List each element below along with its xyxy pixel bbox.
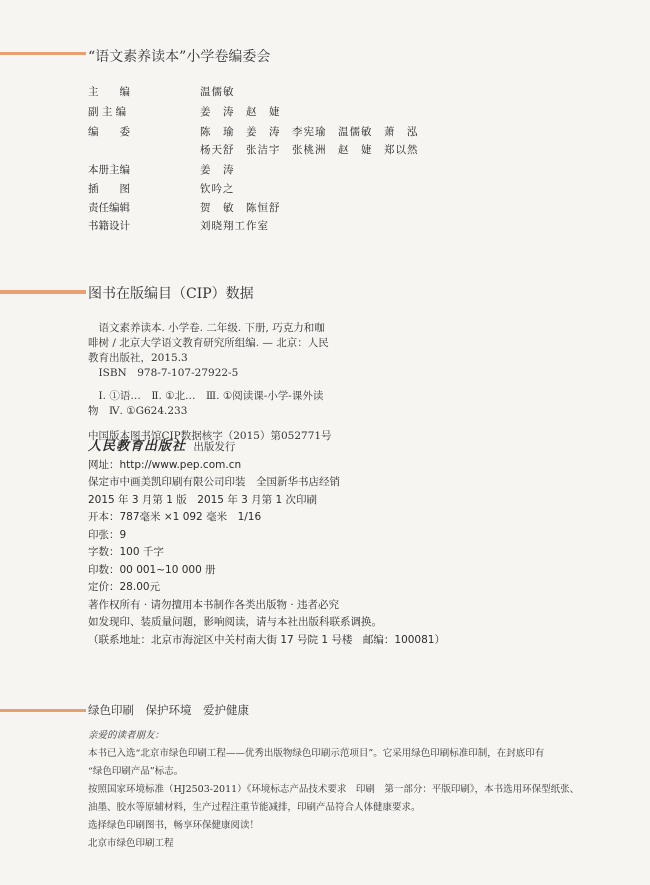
green-line: “绿色印刷产品”标志。 (88, 766, 184, 777)
green-line: 亲爱的读者朋友： (88, 730, 165, 741)
cip-line: ISBN 978-7-107-27922-5 (88, 367, 239, 379)
committee-role: 编 委 (88, 126, 130, 138)
accent-bar-committee (0, 52, 86, 55)
pub-line: 开本：787毫米 ×1 092 毫米 1/16 (88, 511, 262, 523)
committee-names: 贺 敏 陈恒舒 (200, 202, 281, 214)
pub-line: 保定市中画美凯印刷有限公司印装 全国新华书店经销 (88, 476, 340, 488)
pub-line: 字数：100 千字 (88, 546, 164, 558)
pub-line: 印数：00 001~10 000 册 (88, 563, 216, 576)
accent-bar-green (0, 709, 86, 712)
pub-line: 定价：28.00元 (88, 581, 161, 593)
cip-line: 语文素养读本. 小学卷. 二年级. 下册, 巧克力和咖 (88, 322, 325, 334)
publisher-line (88, 438, 608, 457)
committee-names: 姜 涛 (200, 164, 235, 176)
pub-line: （联系地址：北京市海淀区中关村南大街 17 号院 1 号楼 邮编：100081） (88, 633, 445, 646)
publication-block (88, 438, 608, 649)
committee-role: 本册主编 (88, 164, 130, 176)
green-line: 油墨、胶水等原辅材料，生产过程注重节能减排，印刷产品符合人体健康要求。 (88, 802, 421, 813)
committee-title: “语文素养读本”小学卷编委会 (88, 49, 271, 65)
publisher-logo: 人民教育出版社 (88, 439, 187, 454)
cip-number: 中国版本图书馆CIP数据核字（2015）第052771号 (88, 430, 332, 442)
pub-line: 印张：9 (88, 528, 127, 541)
committee-names: 温儒敏 (200, 86, 235, 98)
pub-line: 著作权所有 · 请勿擅用本书制作各类出版物 · 违者必究 (88, 598, 340, 611)
pub-line: 2015 年 3 月第 1 版 2015 年 3 月第 1 次印刷 (88, 493, 318, 506)
committee-role: 主 编 (88, 86, 130, 98)
cip-title: 图书在版编目（CIP）数据 (88, 286, 254, 302)
committee-names: 钦吟之 (200, 183, 235, 195)
cip-line: 啡树 / 北京大学语文教育研究所组编. — 北京：人民 (88, 337, 329, 349)
pub-line: 如发现印、装质量问题，影响阅读，请与本社出版科联系调换。 (88, 616, 382, 628)
committee-role: 副 主 编 (88, 106, 127, 118)
publisher-suffix: 出版发行 (193, 441, 236, 453)
committee-names: 陈 瑜 姜 涛 李宪瑜 温儒敏 萧 泓 (200, 126, 419, 138)
accent-bar-cip (0, 290, 86, 294)
cip-line: 物 Ⅳ. ①G624.233 (88, 405, 188, 417)
committee-names: 刘晓翔工作室 (200, 220, 269, 232)
cip-line: Ⅰ. ①语… Ⅱ. ①北… Ⅲ. ①阅读课-小学-课外读 (88, 390, 324, 402)
cip-block (88, 321, 568, 444)
committee-role: 书籍设计 (88, 220, 130, 232)
green-block (88, 727, 633, 853)
cip-line: 教育出版社，2015.3 (88, 352, 188, 364)
green-line: 按照国家环境标准（HJ2503-2011）《环境标志产品技术要求 印刷 第一部分：平版印刷》，本书选用环保型纸张、 (88, 784, 580, 795)
pub-line: 网址：http://www.pep.com.cn (88, 458, 242, 471)
committee-role: 插 图 (88, 183, 130, 195)
committee-role: 责任编辑 (88, 202, 130, 214)
green-line: 北京市绿色印刷工程 (88, 838, 174, 849)
green-line: 选择绿色印刷图书，畅享环保健康阅读！ (88, 820, 260, 831)
green-line: 本书已入选“北京市绿色印刷工程——优秀出版物绿色印刷示范项目”。它采用绿色印刷标准印制，在封底印有 (88, 748, 545, 759)
committee-names: 姜 涛 赵 婕 (200, 106, 281, 118)
committee-names: 杨天舒 张洁宇 张桃洲 赵 婕 郑以然 (200, 144, 419, 156)
green-title: 绿色印刷 保护环境 爱护健康 (88, 703, 249, 717)
